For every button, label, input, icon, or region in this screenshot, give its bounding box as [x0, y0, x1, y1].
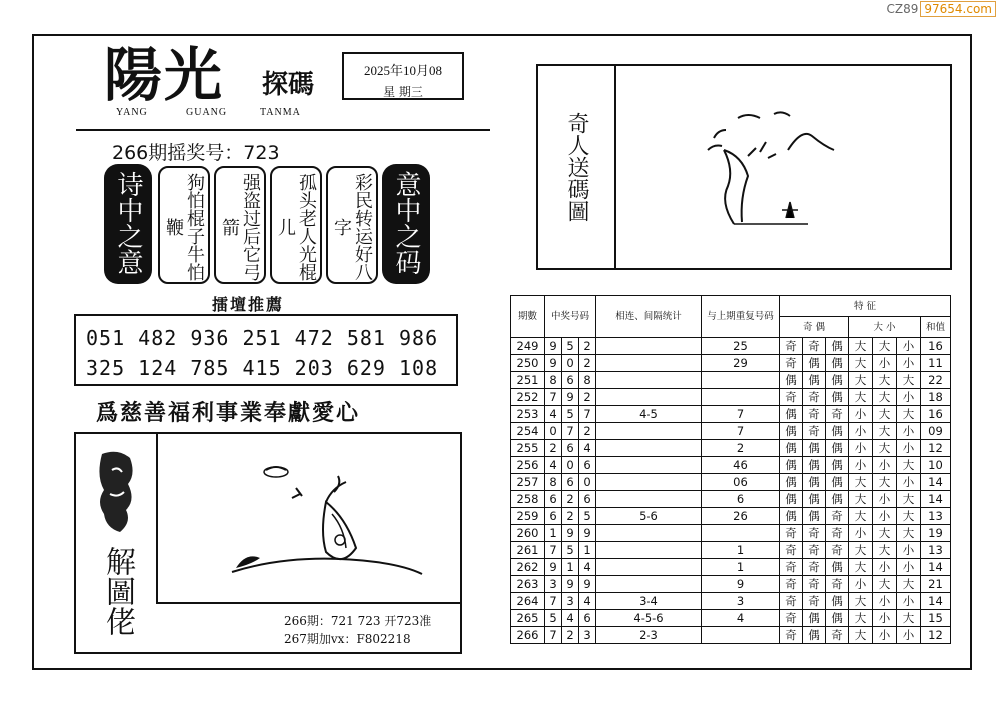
digit-cell: 9 [545, 559, 562, 576]
header-consecutive: 相连、间隔统计 [596, 296, 702, 338]
odd-even-cell: 偶 [803, 491, 826, 508]
big-small-cell: 大 [849, 542, 873, 559]
sum-cell: 12 [921, 627, 951, 644]
odd-even-cell: 偶 [803, 627, 826, 644]
odd-even-cell: 奇 [780, 559, 803, 576]
big-small-cell: 大 [897, 508, 921, 525]
repeat-cell: 46 [702, 457, 780, 474]
odd-even-cell: 偶 [780, 423, 803, 440]
pinyin-guang: GUANG [186, 107, 228, 118]
digit-cell: 6 [562, 440, 579, 457]
digit-cell: 5 [562, 338, 579, 355]
poem-column-4: 彩民转运好八字 [326, 166, 378, 284]
digit-cell: 4 [579, 593, 596, 610]
odd-even-cell: 偶 [780, 491, 803, 508]
draw-number-label: 266期摇奖号：723 [112, 142, 280, 164]
header-big-small: 大 小 [849, 317, 921, 338]
repeat-cell: 7 [702, 406, 780, 423]
poem-column-3: 孤头老人光棍儿 [270, 166, 322, 284]
digit-cell: 3 [545, 576, 562, 593]
sum-cell: 13 [921, 508, 951, 525]
history-table [510, 295, 951, 644]
odd-even-cell: 奇 [826, 627, 849, 644]
poem-column-1: 狗怕棍子牛怕鞭 [158, 166, 210, 284]
odd-even-cell: 偶 [826, 423, 849, 440]
sum-cell: 13 [921, 542, 951, 559]
big-small-cell: 大 [849, 355, 873, 372]
digit-cell: 2 [562, 627, 579, 644]
big-small-cell: 大 [873, 338, 897, 355]
odd-even-cell: 偶 [826, 491, 849, 508]
big-small-cell: 大 [849, 627, 873, 644]
odd-even-cell: 偶 [780, 474, 803, 491]
big-small-cell: 小 [897, 627, 921, 644]
consecutive-cell [596, 355, 702, 372]
consecutive-cell: 5-6 [596, 508, 702, 525]
table-row [511, 576, 951, 593]
big-small-cell: 小 [897, 389, 921, 406]
repeat-cell: 1 [702, 559, 780, 576]
big-small-cell: 小 [849, 525, 873, 542]
header-repeat: 与上期重复号码 [702, 296, 780, 338]
odd-even-cell: 偶 [826, 474, 849, 491]
odd-even-cell: 偶 [780, 508, 803, 525]
sum-cell: 12 [921, 440, 951, 457]
table-row [511, 542, 951, 559]
repeat-cell: 2 [702, 440, 780, 457]
watermark-site: 97654.com [920, 1, 996, 17]
odd-even-cell: 奇 [780, 542, 803, 559]
consecutive-cell [596, 457, 702, 474]
header-rule [76, 129, 490, 131]
big-small-cell: 小 [849, 406, 873, 423]
consecutive-cell [596, 559, 702, 576]
table-row [511, 559, 951, 576]
repeat-cell: 3 [702, 593, 780, 610]
panel-rule [156, 602, 462, 604]
repeat-cell: 29 [702, 355, 780, 372]
big-small-cell: 小 [873, 508, 897, 525]
odd-even-cell: 偶 [803, 474, 826, 491]
sum-cell: 15 [921, 610, 951, 627]
consecutive-cell [596, 576, 702, 593]
odd-even-cell: 奇 [780, 610, 803, 627]
big-small-cell: 大 [897, 457, 921, 474]
recommend-title: 擂壇推薦 [212, 295, 285, 314]
digit-cell: 3 [579, 627, 596, 644]
digit-cell: 6 [579, 491, 596, 508]
odd-even-cell: 偶 [780, 440, 803, 457]
big-small-cell: 大 [849, 559, 873, 576]
big-small-cell: 小 [873, 610, 897, 627]
digit-cell: 2 [579, 389, 596, 406]
table-row [511, 593, 951, 610]
digit-cell: 1 [545, 525, 562, 542]
odd-even-cell: 偶 [803, 440, 826, 457]
digit-cell: 4 [579, 559, 596, 576]
digit-cell: 0 [579, 474, 596, 491]
header-sum: 和值 [921, 317, 951, 338]
big-small-cell: 小 [897, 559, 921, 576]
brand-title: 陽光 [104, 41, 225, 109]
stranger-code-panel [536, 64, 952, 270]
repeat-cell: 06 [702, 474, 780, 491]
odd-even-cell: 奇 [803, 338, 826, 355]
table-row [511, 389, 951, 406]
odd-even-cell: 奇 [826, 542, 849, 559]
repeat-cell: 6 [702, 491, 780, 508]
table-row [511, 525, 951, 542]
odd-even-cell: 奇 [826, 576, 849, 593]
pinyin-yang: YANG [116, 107, 148, 118]
digit-cell: 4 [579, 440, 596, 457]
odd-even-cell: 奇 [803, 559, 826, 576]
big-small-cell: 大 [873, 542, 897, 559]
digit-cell: 4 [545, 406, 562, 423]
digit-cell: 9 [579, 576, 596, 593]
big-small-cell: 小 [897, 440, 921, 457]
header-feature: 特 征 [780, 296, 951, 317]
repeat-cell: 25 [702, 338, 780, 355]
digit-cell: 0 [545, 423, 562, 440]
digit-cell: 9 [545, 338, 562, 355]
date-line: 2025年10月08 [363, 63, 442, 78]
big-small-cell: 小 [897, 338, 921, 355]
big-small-cell: 小 [873, 491, 897, 508]
sum-cell: 22 [921, 372, 951, 389]
sum-cell: 21 [921, 576, 951, 593]
odd-even-cell: 偶 [780, 372, 803, 389]
digit-cell: 0 [562, 355, 579, 372]
sum-cell: 19 [921, 525, 951, 542]
odd-even-cell: 奇 [803, 542, 826, 559]
consecutive-cell: 2-3 [596, 627, 702, 644]
big-small-cell: 小 [849, 576, 873, 593]
big-small-cell: 大 [873, 389, 897, 406]
interpreter-label: 解圖佬 [100, 546, 135, 636]
odd-even-cell: 奇 [826, 525, 849, 542]
big-small-cell: 小 [897, 423, 921, 440]
table-row [511, 508, 951, 525]
issue-cell: 254 [511, 423, 545, 440]
odd-even-cell: 奇 [780, 593, 803, 610]
big-small-cell: 大 [897, 491, 921, 508]
repeat-cell [702, 627, 780, 644]
digit-cell: 7 [545, 542, 562, 559]
repeat-cell [702, 389, 780, 406]
stranger-code-label: 奇人送碼圖 [564, 112, 589, 222]
consecutive-cell [596, 338, 702, 355]
history-table-body [511, 338, 951, 644]
big-small-cell: 大 [849, 389, 873, 406]
issue-cell: 266 [511, 627, 545, 644]
big-small-cell: 小 [897, 474, 921, 491]
digit-cell: 7 [562, 423, 579, 440]
big-small-cell: 小 [897, 355, 921, 372]
digit-cell: 6 [545, 508, 562, 525]
big-small-cell: 大 [897, 372, 921, 389]
odd-even-cell: 奇 [780, 389, 803, 406]
big-small-cell: 大 [873, 474, 897, 491]
big-small-cell: 小 [873, 593, 897, 610]
odd-even-cell: 奇 [803, 576, 826, 593]
big-small-cell: 小 [849, 440, 873, 457]
issue-cell: 262 [511, 559, 545, 576]
table-row [511, 423, 951, 440]
table-row [511, 372, 951, 389]
table-row [511, 355, 951, 372]
odd-even-cell: 奇 [803, 423, 826, 440]
interpretation-panel [74, 432, 462, 654]
sum-cell: 09 [921, 423, 951, 440]
odd-even-cell: 奇 [803, 406, 826, 423]
digit-cell: 8 [545, 474, 562, 491]
table-row [511, 406, 951, 423]
big-small-cell: 大 [849, 593, 873, 610]
poem-left-tag: 诗中之意 [104, 164, 152, 284]
sum-cell: 14 [921, 491, 951, 508]
table-row [511, 338, 951, 355]
digit-cell: 6 [545, 491, 562, 508]
consecutive-cell [596, 372, 702, 389]
issue-cell: 256 [511, 457, 545, 474]
digit-cell: 5 [579, 508, 596, 525]
digit-cell: 4 [545, 457, 562, 474]
odd-even-cell: 奇 [826, 508, 849, 525]
digit-cell: 9 [562, 389, 579, 406]
digit-cell: 0 [562, 457, 579, 474]
issue-cell: 249 [511, 338, 545, 355]
odd-even-cell: 奇 [780, 355, 803, 372]
digit-cell: 6 [562, 474, 579, 491]
odd-even-cell: 偶 [826, 457, 849, 474]
big-small-cell: 大 [897, 576, 921, 593]
repeat-cell: 7 [702, 423, 780, 440]
odd-even-cell: 奇 [803, 389, 826, 406]
repeat-cell: 26 [702, 508, 780, 525]
odd-even-cell: 奇 [803, 525, 826, 542]
big-small-cell: 大 [873, 423, 897, 440]
big-small-cell: 小 [849, 423, 873, 440]
digit-cell: 9 [545, 355, 562, 372]
odd-even-cell: 偶 [826, 610, 849, 627]
issue-cell: 260 [511, 525, 545, 542]
issue-cell: 264 [511, 593, 545, 610]
consecutive-cell [596, 542, 702, 559]
digit-cell: 7 [545, 389, 562, 406]
digit-cell: 7 [545, 627, 562, 644]
big-small-cell: 大 [897, 525, 921, 542]
digit-cell: 1 [579, 542, 596, 559]
odd-even-cell: 偶 [826, 389, 849, 406]
issue-cell: 253 [511, 406, 545, 423]
digit-cell: 9 [579, 525, 596, 542]
odd-even-cell: 偶 [826, 440, 849, 457]
table-row [511, 457, 951, 474]
consecutive-cell [596, 423, 702, 440]
poem-column-2: 强盗过后它弓箭 [214, 166, 266, 284]
table-row [511, 474, 951, 491]
digit-cell: 6 [579, 457, 596, 474]
odd-even-cell: 奇 [780, 576, 803, 593]
digit-cell: 8 [579, 372, 596, 389]
big-small-cell: 小 [873, 559, 897, 576]
digit-cell: 9 [562, 576, 579, 593]
table-row [511, 627, 951, 644]
big-small-cell: 大 [873, 406, 897, 423]
odd-even-cell: 偶 [803, 508, 826, 525]
recommend-box [74, 314, 458, 386]
digit-cell: 6 [579, 610, 596, 627]
odd-even-cell: 偶 [826, 372, 849, 389]
digit-cell: 9 [562, 525, 579, 542]
sum-cell: 16 [921, 406, 951, 423]
odd-even-cell: 奇 [826, 406, 849, 423]
digit-cell: 8 [545, 372, 562, 389]
odd-even-cell: 奇 [780, 627, 803, 644]
consecutive-cell [596, 474, 702, 491]
big-small-cell: 大 [873, 440, 897, 457]
issue-cell: 251 [511, 372, 545, 389]
header-odd-even: 奇 偶 [780, 317, 849, 338]
big-small-cell: 大 [873, 372, 897, 389]
panel-divider [156, 434, 158, 604]
odd-even-cell: 偶 [803, 355, 826, 372]
odd-even-cell: 偶 [803, 457, 826, 474]
issue-cell: 258 [511, 491, 545, 508]
big-small-cell: 小 [897, 542, 921, 559]
repeat-cell: 4 [702, 610, 780, 627]
odd-even-cell: 偶 [803, 372, 826, 389]
digit-cell: 1 [562, 559, 579, 576]
issue-cell: 257 [511, 474, 545, 491]
repeat-cell: 1 [702, 542, 780, 559]
digit-cell: 2 [579, 338, 596, 355]
digit-cell: 5 [545, 610, 562, 627]
digit-cell: 2 [562, 491, 579, 508]
odd-even-cell: 偶 [780, 406, 803, 423]
consecutive-cell [596, 491, 702, 508]
issue-cell: 255 [511, 440, 545, 457]
consecutive-cell [596, 440, 702, 457]
big-small-cell: 大 [849, 474, 873, 491]
sum-cell: 16 [921, 338, 951, 355]
big-small-cell: 大 [849, 338, 873, 355]
big-small-cell: 小 [897, 593, 921, 610]
odd-even-cell: 偶 [826, 593, 849, 610]
issue-cell: 261 [511, 542, 545, 559]
table-row [511, 610, 951, 627]
weekday-line: 星 期三 [383, 85, 423, 99]
big-small-cell: 小 [849, 457, 873, 474]
interpretation-note-2: 267期加vx：F802218 [284, 632, 411, 646]
big-small-cell: 大 [849, 491, 873, 508]
portrait-icon [92, 448, 142, 534]
consecutive-cell: 3-4 [596, 593, 702, 610]
charity-slogan: 爲慈善福利事業奉獻愛心 [96, 400, 361, 426]
sum-cell: 14 [921, 559, 951, 576]
repeat-cell [702, 525, 780, 542]
table-row [511, 440, 951, 457]
big-small-cell: 大 [873, 525, 897, 542]
digit-cell: 5 [562, 542, 579, 559]
consecutive-cell [596, 389, 702, 406]
issue-cell: 250 [511, 355, 545, 372]
digit-cell: 7 [579, 406, 596, 423]
odd-even-cell: 奇 [803, 593, 826, 610]
sum-cell: 18 [921, 389, 951, 406]
big-small-cell: 小 [873, 355, 897, 372]
digit-cell: 7 [545, 593, 562, 610]
sum-cell: 10 [921, 457, 951, 474]
recommend-row-2: 325 124 785 415 203 629 108 [86, 356, 439, 380]
digit-cell: 6 [562, 372, 579, 389]
recommend-row-1: 051 482 936 251 472 581 986 [86, 326, 439, 350]
issue-cell: 263 [511, 576, 545, 593]
digit-cell: 2 [545, 440, 562, 457]
digit-cell: 5 [562, 406, 579, 423]
odd-even-cell: 偶 [826, 338, 849, 355]
big-small-cell: 大 [849, 610, 873, 627]
table-row [511, 491, 951, 508]
odd-even-cell: 奇 [780, 338, 803, 355]
big-small-cell: 大 [873, 576, 897, 593]
consecutive-cell: 4-5-6 [596, 610, 702, 627]
odd-even-cell: 偶 [803, 610, 826, 627]
header-winning: 中奖号码 [545, 296, 596, 338]
header-issue: 期數 [511, 296, 545, 338]
watermark-prefix: CZ89 [886, 2, 919, 16]
sketch-figure-icon [678, 106, 898, 246]
big-small-cell: 小 [873, 627, 897, 644]
sketch-tree-icon [196, 448, 436, 598]
odd-even-cell: 偶 [826, 559, 849, 576]
odd-even-cell: 偶 [826, 355, 849, 372]
sum-cell: 11 [921, 355, 951, 372]
pinyin-tanma: TANMA [260, 107, 301, 118]
issue-cell: 265 [511, 610, 545, 627]
digit-cell: 2 [579, 423, 596, 440]
digit-cell: 2 [579, 355, 596, 372]
digit-cell: 2 [562, 508, 579, 525]
poem-right-tag: 意中之码 [382, 164, 430, 284]
consecutive-cell [596, 525, 702, 542]
odd-even-cell: 偶 [780, 457, 803, 474]
panel-divider-top [614, 66, 616, 268]
big-small-cell: 大 [897, 610, 921, 627]
issue-cell: 252 [511, 389, 545, 406]
repeat-cell: 9 [702, 576, 780, 593]
big-small-cell: 大 [849, 372, 873, 389]
digit-cell: 4 [562, 610, 579, 627]
issue-cell: 259 [511, 508, 545, 525]
digit-cell: 3 [562, 593, 579, 610]
interpretation-note-1: 266期：721 723 开723准 [284, 614, 432, 628]
big-small-cell: 大 [897, 406, 921, 423]
date-box [342, 52, 464, 100]
brand-subtitle: 探碼 [262, 70, 315, 100]
sum-cell: 14 [921, 474, 951, 491]
sum-cell: 14 [921, 593, 951, 610]
odd-even-cell: 奇 [780, 525, 803, 542]
repeat-cell [702, 372, 780, 389]
site-watermark [887, 2, 997, 16]
consecutive-cell: 4-5 [596, 406, 702, 423]
big-small-cell: 大 [849, 508, 873, 525]
big-small-cell: 小 [873, 457, 897, 474]
